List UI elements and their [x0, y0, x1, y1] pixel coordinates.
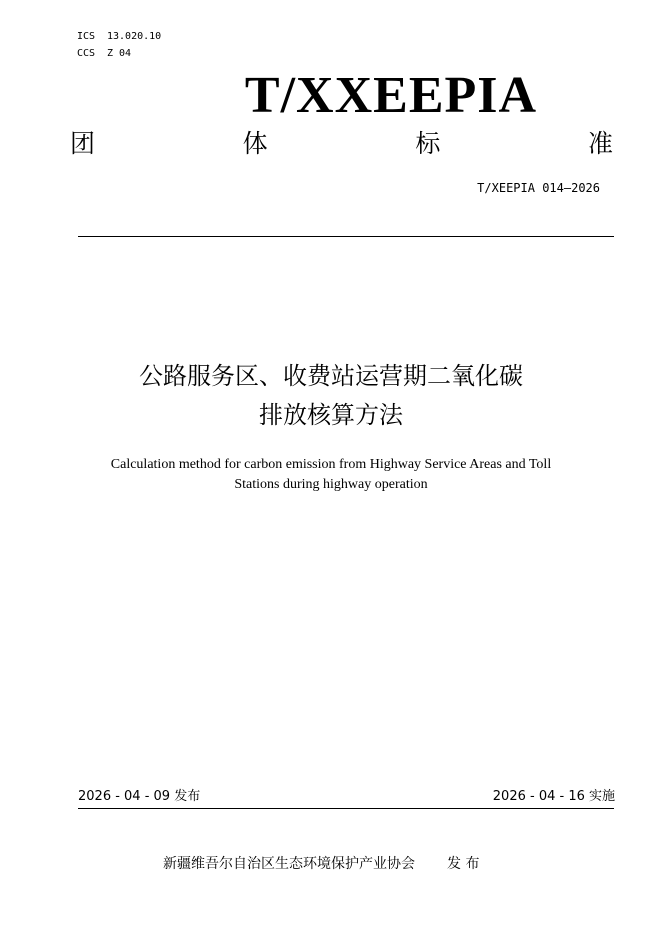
issue-date: 2026 - 04 - 09 发布: [78, 789, 201, 804]
ics-value: 13.020.10: [107, 31, 162, 42]
title-en-line-1: Calculation method for carbon emission from Highway Service Areas and Toll: [110, 457, 552, 472]
standard-number: T/XEEPIA 014—2026: [477, 181, 600, 195]
issuer-name: 新疆维吾尔自治区生态环境保护产业协会: [163, 856, 415, 872]
top-divider: [78, 236, 614, 237]
title-cn-line-1: 公路服务区、收费站运营期二氧化碳: [139, 362, 523, 390]
bottom-divider: [78, 808, 614, 809]
ccs-label: CCS: [77, 48, 96, 59]
ics-code: [77, 31, 161, 43]
standard-type-char: 标: [415, 129, 441, 158]
standard-type-char: 准: [587, 129, 613, 158]
standard-type-char: 体: [242, 129, 268, 158]
org-code: T/XXEEPIA: [244, 67, 538, 124]
standard-type-char: 团: [70, 129, 96, 158]
implementation-date: 2026 - 04 - 16 实施: [492, 789, 615, 804]
ics-label: ICS: [77, 31, 96, 42]
ccs-code: [77, 48, 131, 60]
issuer-action: 发 布: [447, 856, 480, 872]
standard-type: [70, 128, 613, 160]
title-en-line-2: Stations during highway operation: [234, 477, 428, 492]
issuer: [163, 854, 479, 874]
title-cn-line-2: 排放核算方法: [259, 401, 403, 429]
ccs-value: Z 04: [107, 48, 132, 59]
